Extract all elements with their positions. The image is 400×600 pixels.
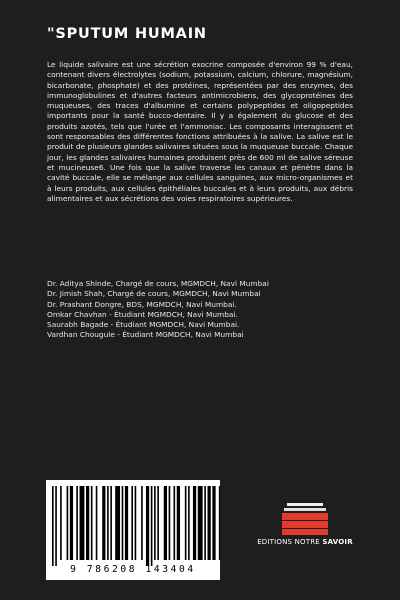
barcode-bar: [164, 486, 167, 560]
barcode-bar: [60, 486, 62, 560]
barcode-bar: [208, 486, 211, 560]
book-abstract: Le liquide salivaire est une sécrétion exocrine composée d'environ 99 % d'eau, contenant divers électrolytes (sodium, potassium, calcium, chlorure, magnésium, bicarbonate, phosphate) et des protéines, représentées par des enzymes, des immunoglobulines et d'autres facteurs antimicrobiens, des glycoprotéines des muqueuses, des traces d'albumine et certains polypeptides et oligopeptides importants pour la santé bucco-dentaire. Il y a également du glucose et des produits azotés, tels que l'urée et l'ammoniac. Les composants interagissent et sont responsables des différentes fonctions attribuées à la salive. La salive est le produit de plusieurs glandes salivaires situées sous la muqueuse buccale. Chaque jour, les glandes salivaires humaines produisent près de 600 ml de salive séreuse et mucineuse6. Une fois que la salive traverse les canaux et pénètre dans la cavité buccale, elle se mélange aux cellules sanguines, aux micro-organismes et à leurs produits, aux cellules épithéliales buccales et à leurs produits, aux débris alimentaires et aux sécrétions des voies respiratoires supérieures.: [47, 60, 353, 203]
barcode-bar: [52, 486, 54, 566]
barcode-bar: [102, 486, 105, 560]
book-layer: [282, 529, 328, 535]
barcode-bar: [141, 486, 143, 560]
author-list: [47, 279, 269, 341]
barcode-bar: [174, 486, 176, 560]
barcode-bar: [135, 486, 137, 560]
book-layer: [282, 521, 328, 528]
isbn-barcode: [46, 480, 220, 580]
barcode-bar: [107, 486, 109, 560]
barcode-bar: [67, 486, 69, 560]
author-line: Dr. Prashant Dongre, BDS, MGMDCH, Navi Mumbai.: [47, 299, 237, 309]
publisher-name-part1: EDITIONS NOTRE: [257, 538, 320, 546]
barcode-bar: [212, 486, 215, 560]
barcode-bar: [204, 486, 206, 560]
barcode-bar: [131, 486, 133, 560]
barcode-bar: [154, 486, 156, 560]
barcode-bar: [70, 486, 73, 560]
publisher-name-part2: SAVOIR: [322, 538, 353, 546]
barcode-bar: [76, 486, 78, 560]
barcode-bar: [86, 486, 89, 560]
book-layer: [282, 513, 328, 520]
author-line: Vardhan Chougule - Étudiant MGMDCH, Navi Mumbai: [47, 330, 244, 340]
barcode-bar: [177, 486, 180, 560]
author-line: Dr. Aditya Shinde, Chargé de cours, MGMDCH, Navi Mumbai: [47, 279, 269, 288]
barcode-bar: [55, 486, 57, 566]
barcode-bar: [219, 486, 220, 560]
author-line: Saurabh Bagade - Étudiant MGMDCH, Navi Mumbai.: [47, 320, 240, 330]
publisher-logo: [255, 500, 355, 560]
barcode-bar: [80, 486, 85, 560]
barcode-bar: [91, 486, 93, 560]
barcode-bar: [110, 486, 112, 560]
book-layer: [287, 503, 323, 506]
barcode-bar: [198, 486, 203, 560]
barcode-bar: [151, 486, 153, 566]
author-line: Dr. Jimish Shah, Chargé de cours, MGMDCH, Navi Mumbai: [47, 289, 261, 299]
barcode-bar: [169, 486, 171, 560]
barcode-bar: [122, 486, 124, 560]
book-title: "SPUTUM HUMAIN: [47, 26, 207, 42]
isbn-number: 9 786208 143404: [70, 564, 196, 575]
barcode-bar: [125, 486, 128, 560]
barcode-bar: [115, 486, 120, 560]
barcode-bar: [157, 486, 159, 560]
barcode-bar: [193, 486, 196, 560]
barcode-bar: [185, 486, 187, 560]
author-line: Omkar Chavhan - Étudiant MGMDCH, Navi Mumbai.: [47, 309, 238, 319]
stacked-books-icon: [281, 502, 329, 536]
book-layer: [284, 508, 326, 511]
barcode-bar: [96, 486, 98, 560]
barcode-bar: [146, 486, 149, 566]
publisher-name: [255, 538, 355, 546]
barcode-bar: [188, 486, 190, 560]
